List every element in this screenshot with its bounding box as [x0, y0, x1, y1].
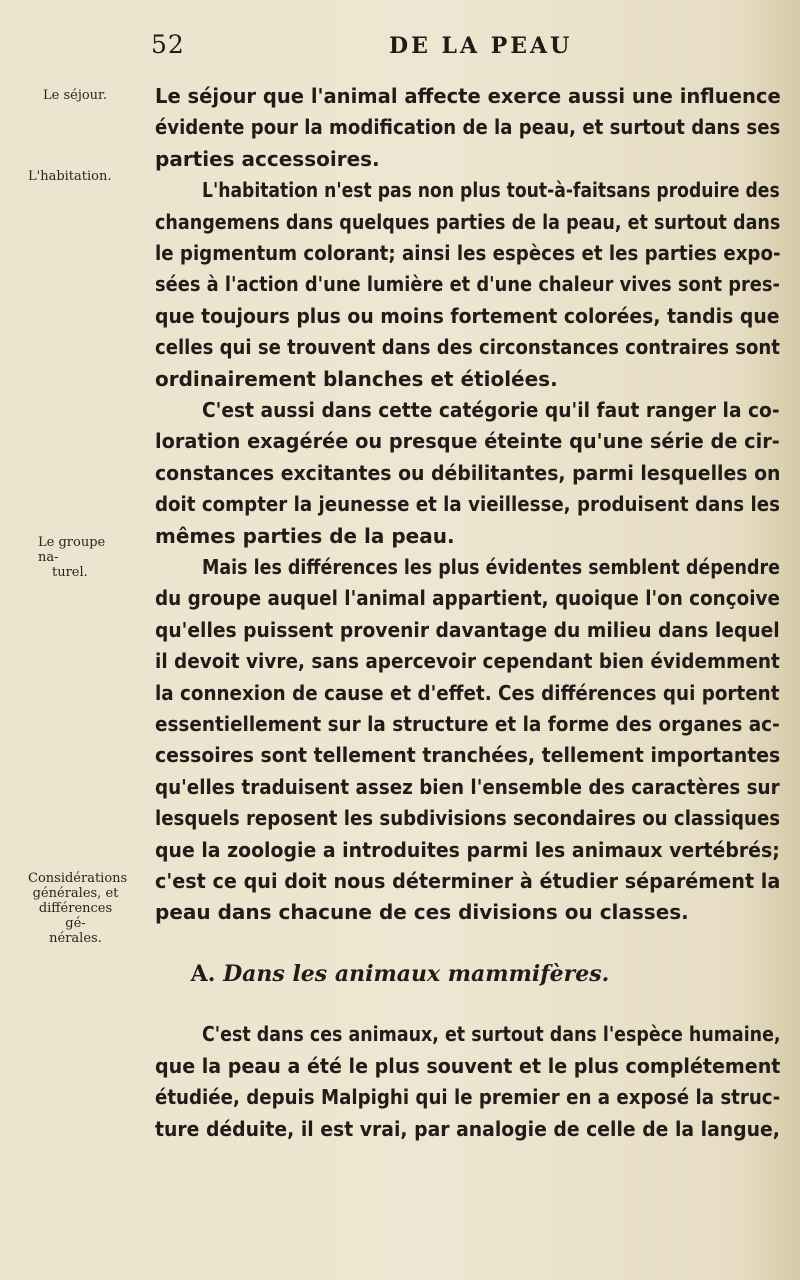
text-line: essentiellement sur la structure et la forme des organes ac- [155, 712, 780, 736]
sidenote-groupe [38, 535, 120, 580]
text-line: changemens dans quelques parties de la peau, et surtout dans [155, 210, 781, 234]
text-line: le pigmentum colorant; ainsi les espèces et les parties expo- [155, 241, 781, 265]
text-line: cessoires sont tellement tranchées, tellement importantes [155, 743, 781, 767]
text-line: qu'elles puissent provenir davantage du milieu dans lequel [155, 618, 780, 642]
text-line: Mais les différences les plus évidentes semblent dépendre [202, 555, 780, 579]
text-line: la connexion de cause et d'effet. Ces différences qui portent [155, 681, 780, 705]
text-line: sées à l'action d'une lumière et d'une chaleur vives sont pres- [155, 272, 780, 296]
sidenote-considerations-line: Considérations [28, 871, 128, 886]
text-line: C'est aussi dans cette catégorie qu'il faut ranger la co- [202, 398, 780, 422]
text-line: ordinairement blanches et étiolées. [155, 367, 558, 391]
sidenote-groupe-line: Le groupe na- [38, 535, 106, 565]
sidenote-considerations-line: nérales. [49, 931, 102, 946]
text-line: que la zoologie a introduites parmi les animaux vertébrés; [155, 838, 780, 862]
text-line: L'habitation n'est pas non plus tout-à-faitsans produire des [202, 178, 780, 202]
running-head: DE LA PEAU [389, 33, 573, 59]
sidenote-considerations-line: différences gé- [38, 901, 113, 931]
page-number: 52 [151, 30, 185, 59]
sidenote-sejour: Le séjour. [43, 88, 107, 103]
text-line: C'est dans ces animaux, et surtout dans l'espèce humaine, [202, 1022, 781, 1046]
text-line: peau dans chacune de ces divisions ou classes. [155, 900, 689, 924]
text-line: étudiée, depuis Malpighi qui le premier en a exposé la struc- [155, 1085, 781, 1109]
text-line: lesquels reposent les subdivisions secondaires ou classiques [155, 806, 781, 830]
text-line: du groupe auquel l'animal appartient, quoique l'on conçoive [155, 586, 780, 610]
sidenote-habitation: L'habitation. [28, 169, 112, 184]
text-line: il devoit vivre, sans apercevoir cependant bien évidemment [155, 649, 780, 673]
section-title: Dans les animaux mammifères. [223, 961, 610, 987]
text-line: que toujours plus ou moins fortement colorées, tandis que [155, 304, 780, 328]
text-line: c'est ce qui doit nous déterminer à étudier séparément la [155, 869, 781, 893]
text-line: qu'elles traduisent assez bien l'ensemble des caractères sur [155, 775, 780, 799]
text-line: que la peau a été le plus souvent et le plus complétement [155, 1054, 781, 1078]
text-line: ture déduite, il est vrai, par analogie de celle de la langue, [155, 1117, 780, 1141]
text-line: évidente pour la modification de la peau, et surtout dans ses [155, 115, 781, 139]
section-letter: A. [190, 961, 216, 987]
text-line: celles qui se trouvent dans des circonstances contraires sont [155, 335, 780, 359]
text-line: doit compter la jeunesse et la vieillesse, produisent dans les [155, 492, 780, 516]
text-line: constances excitantes ou débilitantes, parmi lesquelles on [155, 461, 781, 485]
sidenote-considerations [28, 871, 128, 946]
text-line: loration exagérée ou presque éteinte qu'une série de cir- [155, 429, 780, 453]
text-line: mêmes parties de la peau. [155, 524, 455, 548]
sidenote-groupe-line: turel. [52, 565, 88, 580]
text-line: Le séjour que l'animal affecte exerce aussi une influence [155, 84, 781, 108]
sidenote-considerations-line: générales, et [32, 886, 119, 901]
section-heading [0, 961, 800, 987]
text-line: parties accessoires. [155, 147, 380, 171]
